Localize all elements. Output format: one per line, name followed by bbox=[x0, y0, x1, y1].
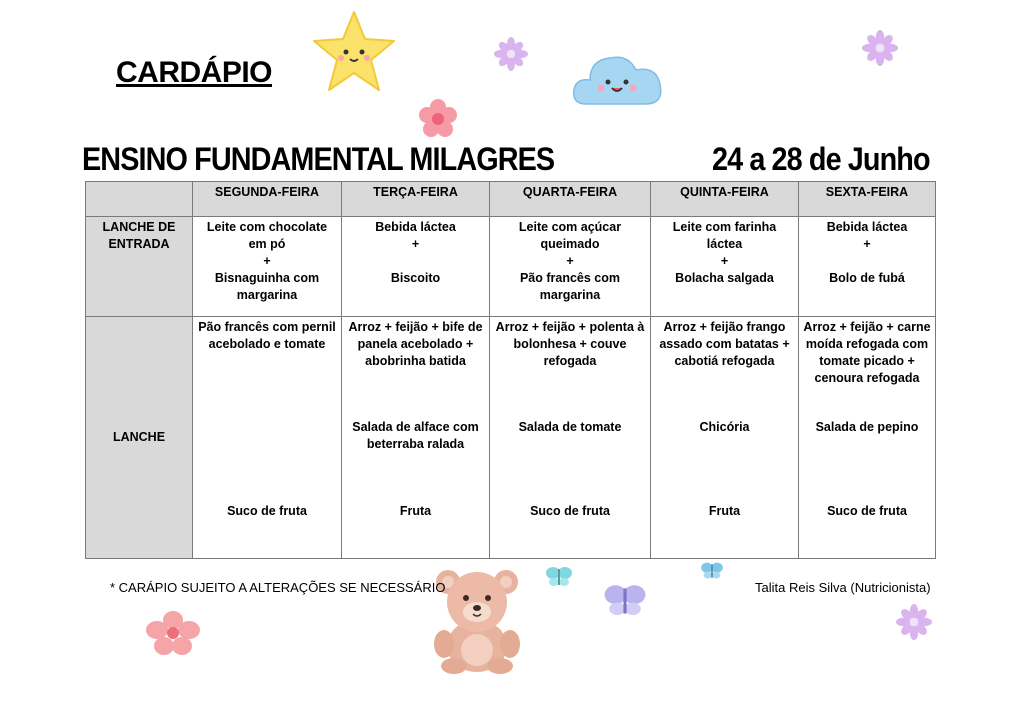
menu-line: Pão francês com bbox=[519, 271, 621, 285]
column-header-monday: SEGUNDA-FEIRA bbox=[193, 182, 342, 217]
header-corner bbox=[86, 182, 193, 217]
flower-icon bbox=[416, 97, 460, 141]
drink: Suco de fruta bbox=[530, 504, 610, 518]
cell-entrada-friday bbox=[799, 217, 936, 317]
menu-line bbox=[802, 253, 932, 270]
butterfly-icon bbox=[700, 561, 724, 581]
main-dish bbox=[196, 319, 338, 404]
main-dish bbox=[802, 319, 932, 419]
cell-lanche-thursday bbox=[651, 317, 799, 559]
butterfly-icon bbox=[545, 565, 573, 589]
cell-entrada-monday bbox=[193, 217, 342, 317]
page-title: CARDÁPIO bbox=[116, 56, 273, 89]
drink: Fruta bbox=[708, 504, 741, 518]
menu-line: Arroz + feijão + bife de bbox=[348, 320, 483, 334]
menu-line: cabotiá refogada bbox=[674, 354, 775, 368]
cell-entrada-wednesday bbox=[490, 217, 651, 317]
salad bbox=[345, 419, 486, 503]
menu-line: panela acebolado + bbox=[357, 337, 474, 351]
menu-line: láctea bbox=[706, 237, 743, 251]
menu-line: Bebida láctea bbox=[375, 220, 456, 234]
menu-line: Biscoito bbox=[390, 271, 441, 285]
flower-icon bbox=[896, 604, 932, 640]
menu-line: Pão francês com pernil bbox=[198, 320, 336, 334]
table-row-lanche bbox=[86, 317, 936, 559]
main-dish bbox=[345, 319, 486, 404]
menu-line: Chicória bbox=[699, 420, 750, 434]
column-header-wednesday: QUARTA-FEIRA bbox=[490, 182, 651, 217]
menu-line: queimado bbox=[540, 237, 600, 251]
row-header-lanche: LANCHE bbox=[86, 317, 193, 559]
menu-line: margarina bbox=[539, 288, 601, 302]
salad bbox=[802, 419, 932, 503]
menu-line: moída refogada com bbox=[805, 337, 929, 351]
menu-line: abobrinha batida bbox=[365, 354, 466, 368]
column-header-tuesday: TERÇA-FEIRA bbox=[342, 182, 490, 217]
menu-line: em pó bbox=[248, 237, 286, 251]
menu-line: Leite com açúcar bbox=[518, 220, 622, 234]
menu-line: Arroz + feijão frango bbox=[663, 320, 786, 334]
row-header-line: LANCHE DE bbox=[102, 220, 176, 234]
cell-lanche-monday bbox=[193, 317, 342, 559]
menu-line: Salada de pepino bbox=[815, 420, 919, 434]
column-header-thursday: QUINTA-FEIRA bbox=[651, 182, 799, 217]
menu-line: Bolo de fubá bbox=[829, 271, 905, 285]
butterfly-icon bbox=[603, 582, 647, 620]
menu-table bbox=[85, 181, 936, 559]
menu-line: + bbox=[411, 237, 420, 251]
column-header-friday: SEXTA-FEIRA bbox=[799, 182, 936, 217]
menu-line: Arroz + feijão + polenta à bbox=[495, 320, 645, 334]
menu-line: refogada bbox=[543, 354, 597, 368]
table-header-row bbox=[86, 182, 936, 217]
main-dish bbox=[654, 319, 795, 404]
menu-line: Salada de tomate bbox=[518, 420, 622, 434]
menu-line: assado com batatas + bbox=[659, 337, 790, 351]
menu-line: + bbox=[720, 254, 729, 268]
cell-lanche-friday bbox=[799, 317, 936, 559]
cell-entrada-tuesday bbox=[342, 217, 490, 317]
menu-line: Arroz + feijão + carne bbox=[803, 320, 931, 334]
menu-line: acebolado e tomate bbox=[208, 337, 326, 351]
drink: Suco de fruta bbox=[227, 504, 307, 518]
school-name: ENSINO FUNDAMENTAL MILAGRES bbox=[82, 141, 555, 177]
drink: Suco de fruta bbox=[827, 504, 907, 518]
menu-line: bolonhesa + couve bbox=[513, 337, 627, 351]
menu-line: margarina bbox=[236, 288, 298, 302]
menu-line: Bolacha salgada bbox=[675, 271, 774, 285]
menu-line: tomate picado + bbox=[819, 354, 915, 368]
menu-line bbox=[345, 253, 486, 270]
menu-line: Bisnaguinha com bbox=[214, 271, 320, 285]
menu-line: beterraba ralada bbox=[366, 437, 465, 451]
cell-lanche-wednesday bbox=[490, 317, 651, 559]
drink: Fruta bbox=[399, 504, 432, 518]
salad bbox=[196, 404, 338, 503]
menu-line: Bebida láctea bbox=[826, 220, 908, 234]
flower-icon bbox=[144, 610, 202, 656]
date-range: 24 a 28 de Junho bbox=[712, 141, 930, 177]
flower-icon bbox=[862, 30, 898, 66]
salad bbox=[493, 419, 647, 503]
star-icon bbox=[310, 8, 398, 96]
menu-line: Salada de alface com bbox=[352, 420, 479, 434]
cell-lanche-tuesday bbox=[342, 317, 490, 559]
salad bbox=[654, 419, 795, 503]
disclaimer-note: * CARÁPIO SUJEITO A ALTERAÇÕES SE NECESSÁRIO bbox=[110, 580, 446, 595]
menu-line: + bbox=[263, 254, 271, 268]
menu-line: + bbox=[566, 254, 574, 268]
row-header-lanche-entrada bbox=[86, 217, 193, 317]
menu-line: cenoura refogada bbox=[814, 371, 920, 385]
menu-line: Leite com farinha bbox=[672, 220, 777, 234]
table-row-lanche-entrada bbox=[86, 217, 936, 317]
flower-icon bbox=[494, 37, 528, 71]
cell-entrada-thursday bbox=[651, 217, 799, 317]
row-header-line: ENTRADA bbox=[108, 237, 170, 251]
nutritionist-signature: Talita Reis Silva (Nutricionista) bbox=[755, 580, 931, 595]
menu-line: Leite com chocolate bbox=[206, 220, 328, 234]
main-dish bbox=[493, 319, 647, 404]
cloud-icon bbox=[570, 44, 666, 116]
menu-line: + bbox=[863, 237, 871, 251]
